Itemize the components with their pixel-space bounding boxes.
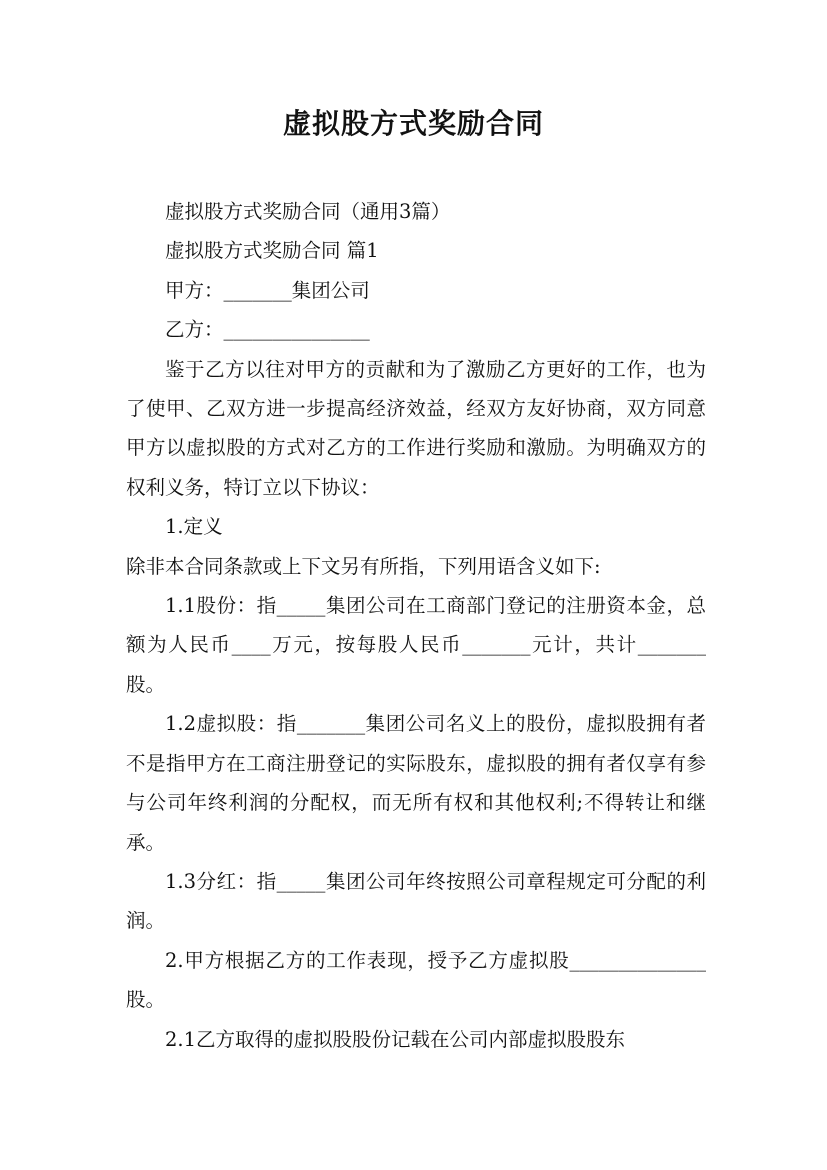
- clause-1-3: 1.3分红：指_____集团公司年终按照公司章程规定可分配的利润。: [126, 869, 706, 933]
- document-body: [126, 192, 706, 1059]
- clause-1-1: 1.1股份：指_____集团公司在工商部门登记的注册资本金，总额为人民币____万元，按每股人民币_______元计，共计_______股。: [126, 594, 706, 696]
- clause-2: 2.甲方根据乙方的工作表现，授予乙方虚拟股______________股。: [126, 948, 706, 1012]
- clause-2-1: 2.1乙方取得的虚拟股股份记载在公司内部虚拟股股东: [165, 1027, 626, 1051]
- clause-1-heading: 1.定义: [165, 515, 223, 539]
- section-heading: 虚拟股方式奖励合同 篇1: [165, 239, 379, 263]
- party-b-line: 乙方：_______________: [165, 318, 370, 342]
- party-a-line: 甲方：_______集团公司: [165, 278, 370, 302]
- document-title: 虚拟股方式奖励合同: [282, 107, 544, 140]
- definitions-intro: 除非本合同条款或上下文另有所指，下列用语含义如下:: [126, 554, 601, 578]
- subtitle: 虚拟股方式奖励合同（通用3篇）: [165, 200, 451, 223]
- clause-1-2: 1.2虚拟股：指_______集团公司名义上的股份，虚拟股拥有者不是指甲方在工商注册登记的实际股东，虚拟股的拥有者仅享有参与公司年终利润的分配权，而无所有权和其他权利;不得转让和继承。: [126, 712, 706, 854]
- preamble-paragraph: 鉴于乙方以往对甲方的贡献和为了激励乙方更好的工作，也为了使甲、乙双方进一步提高经济效益，经双方友好协商，双方同意甲方以虚拟股的方式对乙方的工作进行奖励和激励。为明确双方的权利义务，特订立以下协议：: [126, 357, 706, 499]
